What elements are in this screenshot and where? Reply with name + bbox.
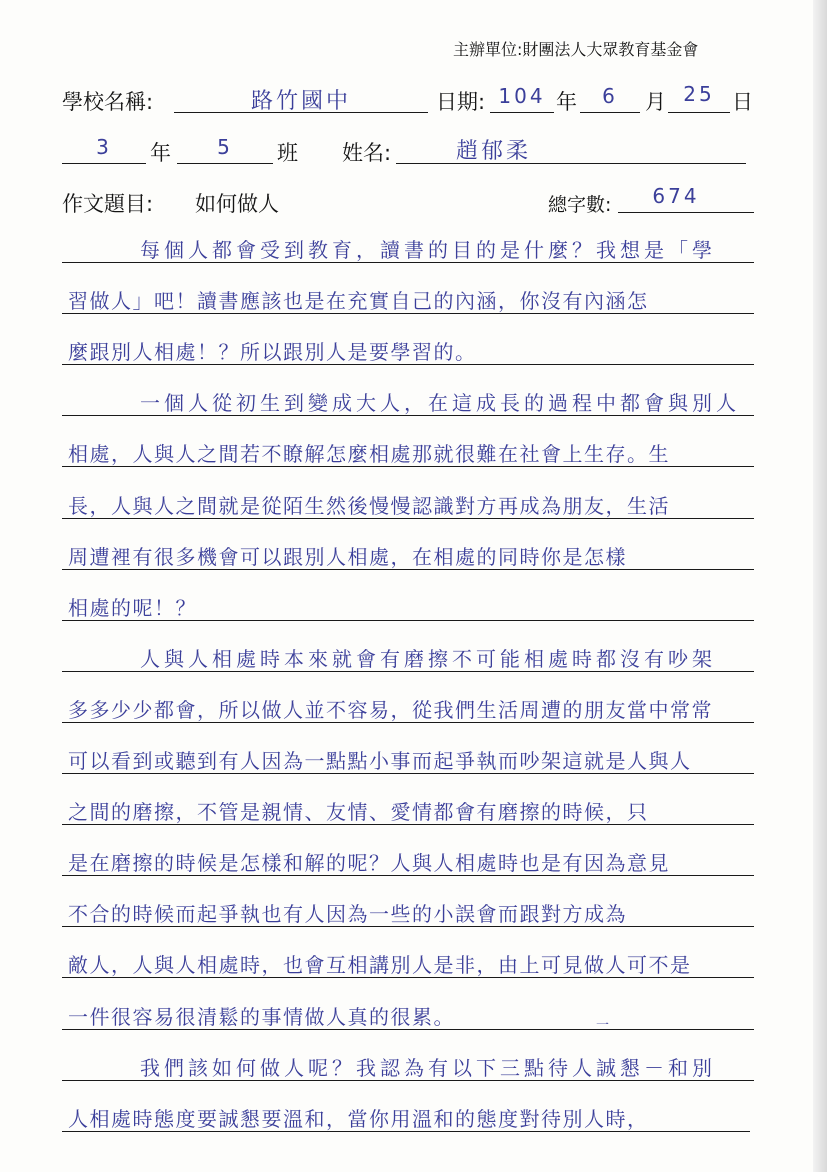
date-label: 日期: [436, 90, 486, 114]
essay-line: 多多少少都會，所以做人並不容易，從我們生活周遭的朋友當中常常 [68, 698, 713, 722]
essay-line: 是在磨擦的時候是怎樣和解的呢？人與人相處時也是有因為意見 [68, 851, 670, 875]
topic-label: 作文題目: [62, 192, 154, 216]
essay-line: 麼跟別人相處！？所以跟別人是要學習的。 [68, 340, 477, 364]
month-unit: 月 [645, 90, 666, 114]
year-value: 104 [498, 84, 546, 108]
word-count-value: 674 [652, 184, 700, 208]
day-unit: 日 [732, 90, 753, 114]
grade-unit: 年 [150, 141, 171, 165]
class-underline [177, 163, 273, 164]
essay-line: 之間的磨擦，不管是親情、友情、愛情都會有磨擦的時候，只 [68, 800, 649, 824]
class-value: 5 [217, 135, 233, 159]
name-value: 趙郁柔 [456, 139, 532, 164]
essay-line: 敵人，人與人相處時，也會互相講別人是非，由上可見做人可不是 [68, 953, 692, 977]
day-underline [668, 112, 730, 113]
essay-line: 長，人與人之間就是從陌生然後慢慢認識對方再成為朋友，生活 [68, 494, 670, 518]
essay-line: 相處，人與人之間若不瞭解怎麼相處那就很難在社會上生存。生 [68, 442, 670, 466]
essay-line: 相處的呢！？ [68, 596, 197, 620]
essay-line: 一件很容易很清鬆的事情做人真的很累。 [68, 1005, 455, 1029]
essay-line: 每個人都會受到教育，讀書的目的是什麼？我想是「學 [140, 238, 716, 262]
day-value: 25 [683, 82, 715, 106]
name-underline [396, 163, 746, 164]
scan-edge-shadow [813, 0, 827, 1172]
month-value: 6 [602, 84, 618, 108]
essay-line: 可以看到或聽到有人因為一點點小事而起爭執而吵架這就是人與人 [68, 749, 692, 773]
school-value: 路竹國中 [250, 89, 351, 114]
essay-line: 習做人」吧！讀書應該也是在充實自己的內涵，你沒有內涵怎 [68, 289, 649, 313]
organizer-text: 主辦單位:財團法人大眾教育基金會 [453, 40, 699, 59]
month-underline [580, 112, 640, 113]
essay-line: 周遭裡有很多機會可以跟別人相處，在相處的同時你是怎樣 [68, 545, 627, 569]
essay-line: 我們該如何做人呢？我認為有以下三點待人誠懇－和別 [140, 1056, 716, 1080]
school-label: 學校名稱: [62, 90, 154, 114]
year-underline [490, 112, 554, 113]
topic-value: 如何做人 [195, 192, 279, 216]
essay-line: 人相處時態度要誠懇要溫和，當你用溫和的態度對待別人時， [68, 1107, 649, 1131]
point-marker: 一 [596, 1018, 610, 1033]
essay-line: 一個人從初生到變成大人，在這成長的過程中都會與別人 [140, 391, 740, 415]
word-count-underline [618, 212, 754, 213]
name-label: 姓名: [342, 141, 392, 165]
grade-value: 3 [96, 135, 112, 159]
class-unit: 班 [277, 141, 298, 165]
grade-underline [62, 163, 146, 164]
word-count-label: 總字數: [548, 194, 612, 216]
year-unit: 年 [556, 90, 577, 114]
essay-line: 人與人相處時本來就會有磨擦不可能相處時都沒有吵架 [140, 647, 716, 671]
essay-line: 不合的時候而起爭執也有人因為一些的小誤會而跟對方成為 [68, 902, 627, 926]
